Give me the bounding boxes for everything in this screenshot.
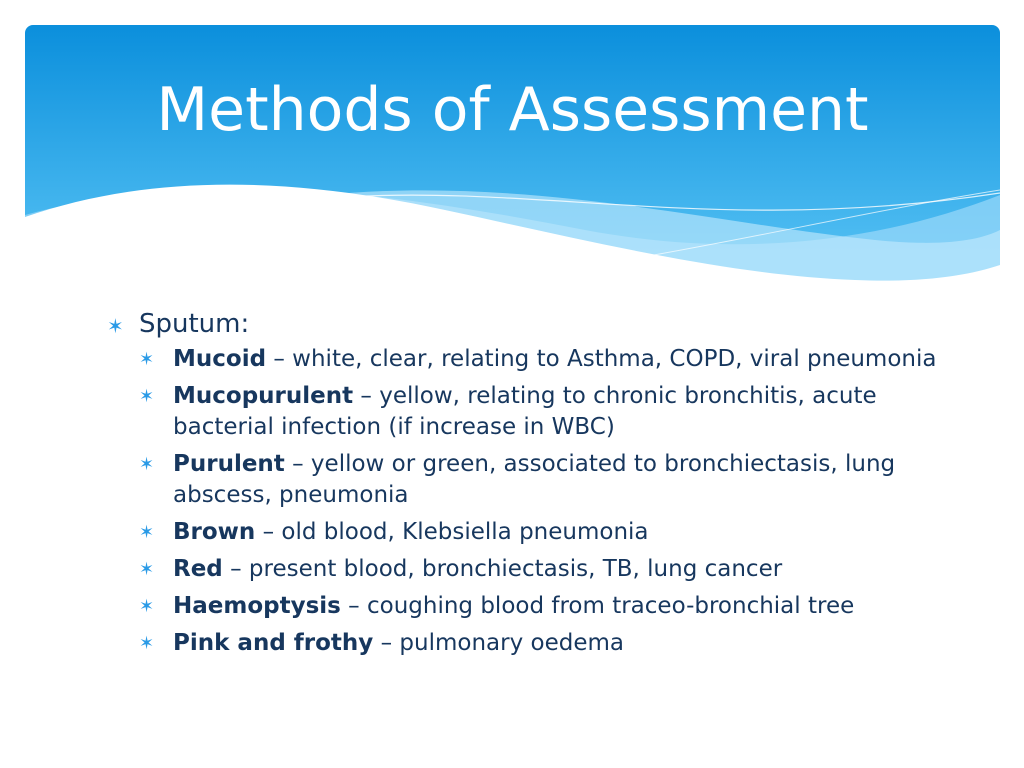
list-item	[139, 449, 945, 511]
asterisk-bullet-icon: ✶	[139, 386, 155, 407]
list-item	[139, 344, 945, 375]
asterisk-bullet-icon: ✶	[139, 349, 155, 370]
list-item-desc: – pulmonary oedema	[373, 630, 624, 656]
list-item	[139, 381, 945, 443]
sub-list	[139, 344, 945, 659]
list-item-term: Red	[173, 556, 223, 582]
list-item-term: Haemoptysis	[173, 593, 341, 619]
list-item	[139, 591, 945, 622]
bullet-list	[105, 306, 945, 665]
asterisk-bullet-icon: ✶	[139, 522, 155, 543]
list-heading: Sputum:	[139, 309, 250, 339]
list-item-term: Pink and frothy	[173, 630, 374, 656]
wave-decoration	[25, 25, 1000, 290]
page-title: Methods of Assessment	[156, 75, 869, 145]
asterisk-bullet-icon: ✶	[139, 596, 155, 617]
list-item	[139, 554, 945, 585]
list-item	[139, 628, 945, 659]
asterisk-bullet-icon: ✶	[107, 314, 124, 338]
list-item-desc: – present blood, bronchiectasis, TB, lung cancer	[222, 556, 783, 582]
list-item-term: Mucoid	[173, 346, 267, 372]
list-item-desc: – old blood, Klebsiella pneumonia	[255, 519, 649, 545]
list-item-desc: – white, clear, relating to Asthma, COPD, viral pneumonia	[266, 346, 937, 372]
list-item	[139, 517, 945, 548]
list-item-desc: – coughing blood from traceo-bronchial tree	[340, 593, 855, 619]
asterisk-bullet-icon: ✶	[139, 633, 155, 654]
list-item-desc: – yellow or green, associated to bronchiectasis, lung abscess, pneumonia	[173, 451, 896, 508]
list-item-term: Mucopurulent	[173, 383, 354, 409]
list-item-term: Purulent	[173, 451, 285, 477]
list-item-desc: – yellow, relating to chronic bronchitis, acute bacterial infection (if increase in WBC)	[173, 383, 877, 440]
asterisk-bullet-icon: ✶	[139, 559, 155, 580]
asterisk-bullet-icon: ✶	[139, 454, 155, 475]
list-heading-item	[105, 306, 945, 342]
list-item-term: Brown	[173, 519, 256, 545]
header-banner	[25, 25, 1000, 290]
